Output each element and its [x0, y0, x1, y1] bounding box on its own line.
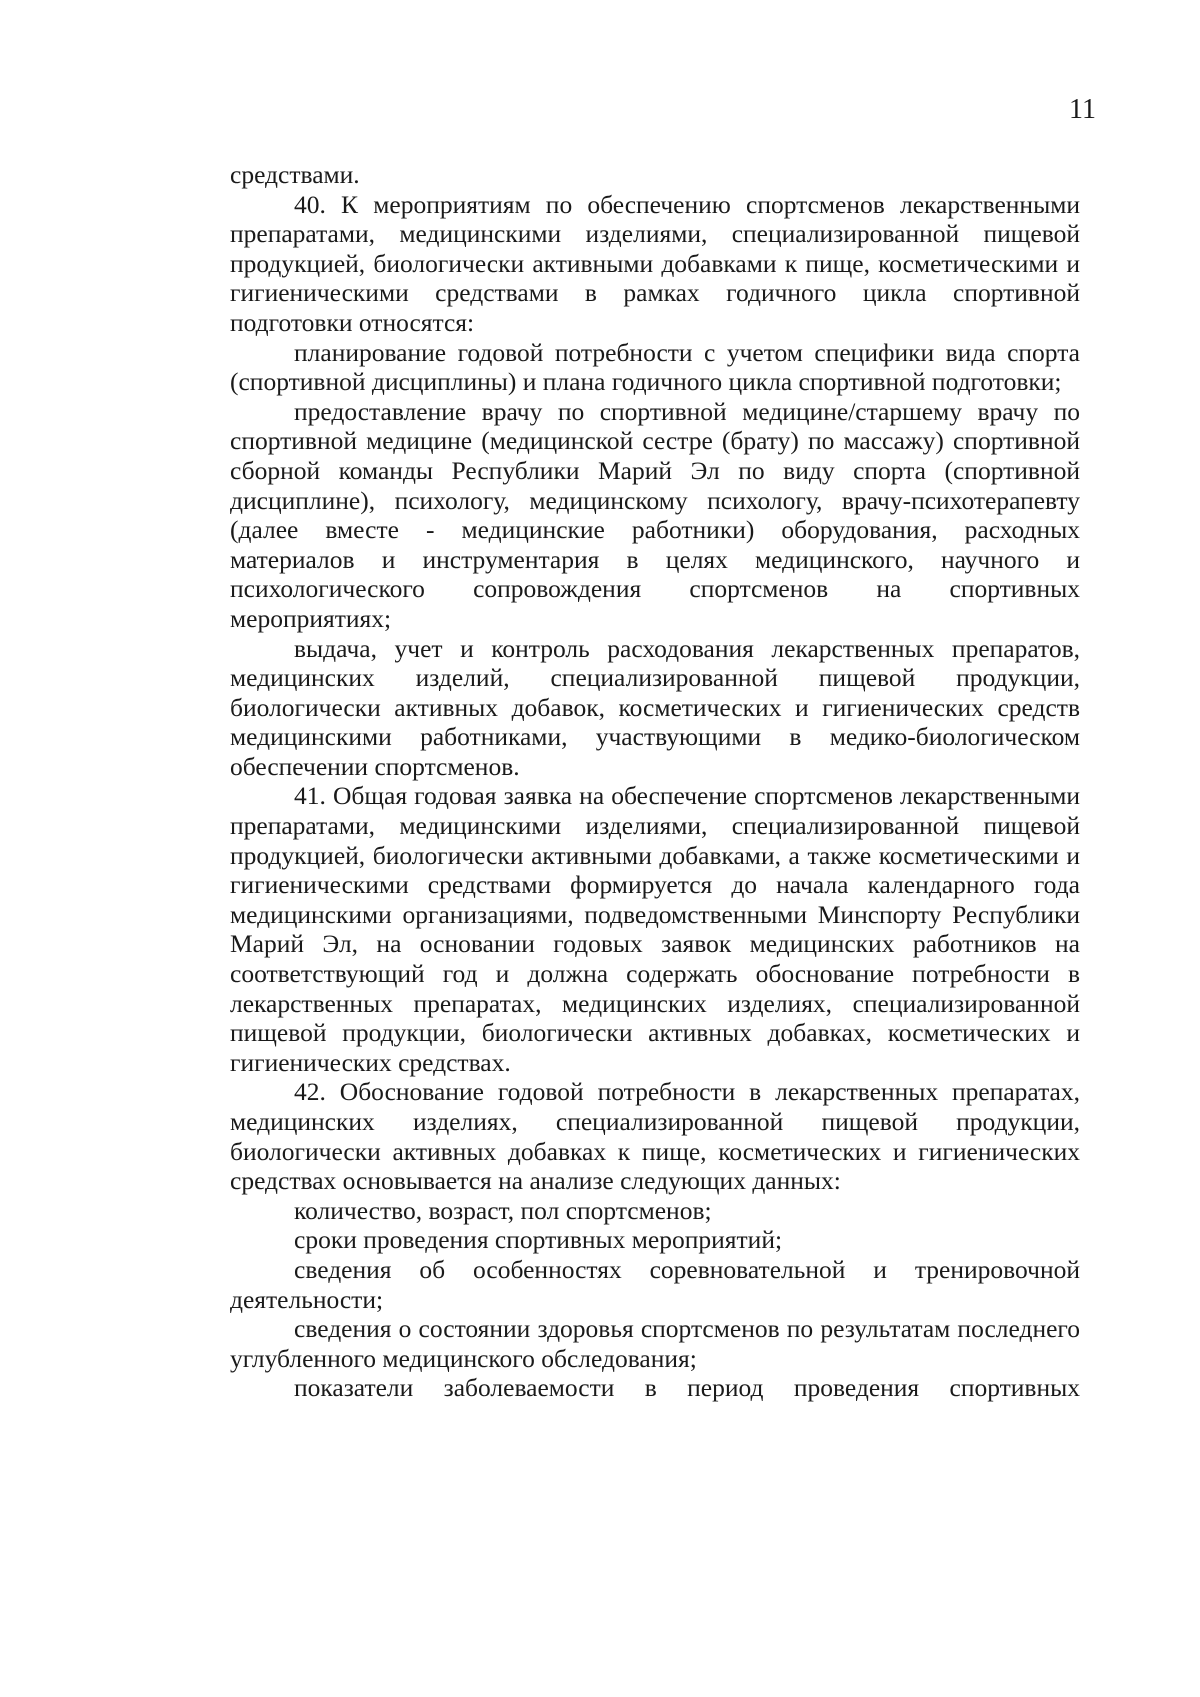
paragraph-continuation: средствами.: [230, 160, 360, 189]
paragraph-activity-features: сведения об особенностях соревновательной и тренировочной деятельности;: [230, 1254, 1080, 1314]
document-body: [230, 160, 1080, 1403]
paragraph-event-dates: сроки проведения спортивных мероприятий;: [294, 1225, 783, 1255]
paragraph-item-42: 42. Обоснование годовой потребности в лекарственных препаратах, медицинских изделиях, специализированной пищевой продукции, биологически активных добавках к пище, косметических и гигиенических средствах основывается на анализе следующих данных:: [230, 1077, 1080, 1196]
paragraph-planning: планирование годовой потребности с учетом специфики вида спорта (спортивной дисциплины) и плана годичного цикла спортивной подготовки;: [230, 337, 1080, 397]
paragraph-item-41: 41. Общая годовая заявка на обеспечение спортсменов лекарственными препаратами, медицинскими изделиями, специализированной пищевой продукцией, биологически активными добавками, а также косметическими и гигиеническими средствами формируется до начала календарного года медицинскими организациями, подведомственными Минспорту Республики Марий Эл, на основании годовых заявок медицинских работников на соответствующий год и должна содержать обоснование потребности в лекарственных препаратах, медицинских изделиях, специализированной пищевой продукции, биологически активных добавках, косметических и гигиенических средствах.: [230, 781, 1080, 1077]
page-number: 11: [1069, 94, 1096, 125]
paragraph-item-40: 40. К мероприятиям по обеспечению спортсменов лекарственными препаратами, медицинскими изделиями, специализированной пищевой продукцией, биологически активными добавками к пище, косметическими и гигиеническими средствами в рамках годичного цикла спортивной подготовки относятся:: [230, 189, 1080, 337]
paragraph-count-age-sex: количество, возраст, пол спортсменов;: [294, 1195, 712, 1225]
paragraph-health-status: сведения о состоянии здоровья спортсменов по результатам последнего углубленного медицинского обследования;: [230, 1314, 1080, 1373]
paragraph-provision: предоставление врачу по спортивной медицине/старшему врачу по спортивной медицине (медицинской сестре (брату) по массажу) спортивной сборной команды Республики Марий Эл по виду спорта (спортивной дисциплине), психологу, медицинскому психологу, врачу-психотерапевту (далее вместе - медицинские работники) оборудования, расходных материалов и инструментария в целях медицинского, научного и психологического сопровождения спортсменов на спортивных мероприятиях;: [230, 396, 1080, 633]
paragraph-issuance: выдача, учет и контроль расходования лекарственных препаратов, медицинских изделий, специализированной пищевой продукции, биологически активных добавок, косметических и гигиенических средств медицинскими работниками, участвующими в медико-биологическом обеспечении спортсменов.: [230, 633, 1080, 781]
paragraph-morbidity: показатели заболеваемости в период проведения спортивных: [294, 1373, 1080, 1403]
